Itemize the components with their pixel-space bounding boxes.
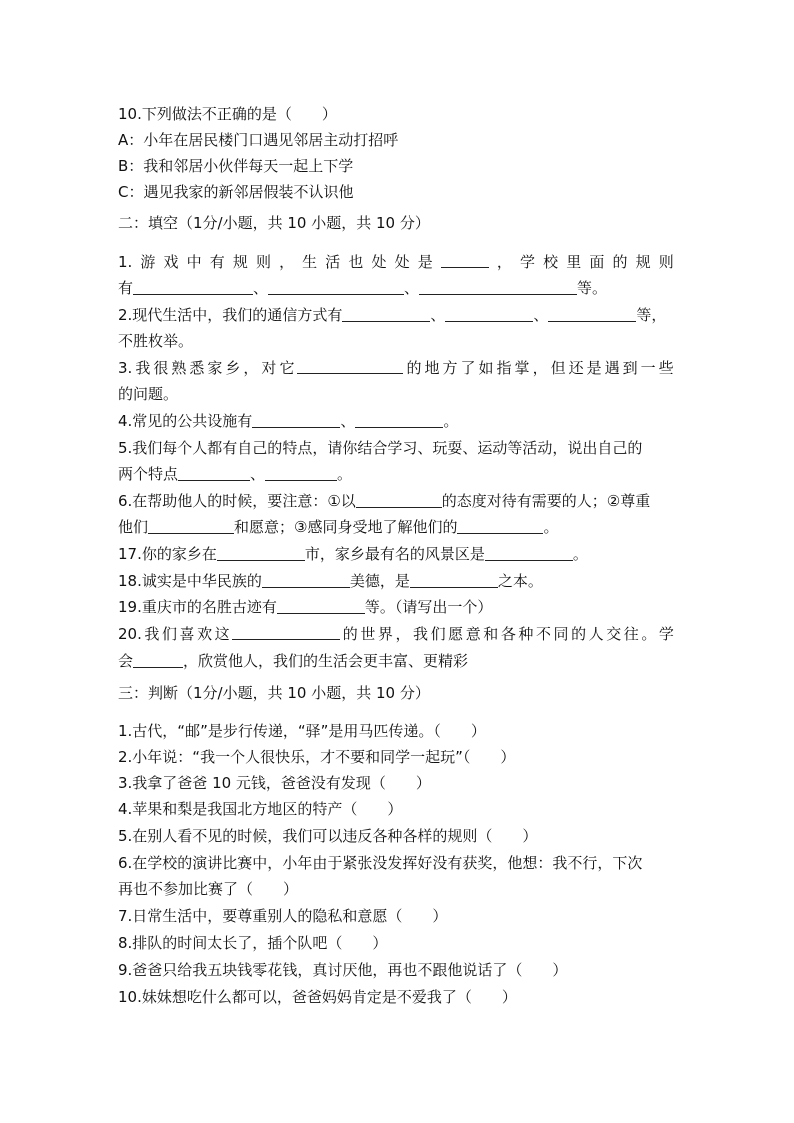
q3-text: 一 [640, 359, 656, 377]
q4-text: 。 [443, 412, 459, 430]
q1-text: ， [279, 253, 295, 271]
q1-text: 里 [566, 253, 582, 271]
q20-text: 界 [377, 625, 393, 643]
fill-question-5-line2 [118, 464, 352, 484]
q3-text: 方 [442, 359, 458, 377]
q6-text: 他们 [118, 518, 149, 536]
q20-text: 往 [623, 625, 639, 643]
answer-blank[interactable] [252, 412, 340, 428]
q20-text: 会 [118, 652, 134, 670]
q20-text: 的 [571, 625, 587, 643]
q3-text: ， [243, 359, 259, 377]
fill-question-20-line1 [118, 624, 674, 644]
mc-question-10: 10.下列做法不正确的是（ ） [118, 105, 337, 123]
answer-blank[interactable] [457, 518, 543, 534]
q1-text: 游 [140, 253, 156, 271]
q6-text: 6.在帮助他人的时候，要注意：①以 [118, 492, 356, 510]
q1-text: 、 [404, 279, 420, 297]
q1-text: 活 [325, 253, 341, 271]
q20-text: 愿 [448, 625, 464, 643]
answer-blank[interactable] [356, 492, 442, 508]
fill-question-2-line1 [118, 305, 666, 325]
answer-blank[interactable] [133, 279, 253, 295]
q1-text: 等。 [577, 279, 608, 297]
fill-question-17 [118, 544, 588, 564]
answer-blank[interactable] [410, 572, 498, 588]
answer-blank[interactable] [232, 624, 340, 640]
q3-text: 乡 [225, 359, 241, 377]
q1-text: 则 [658, 253, 674, 271]
q20-text: 欢 [197, 625, 213, 643]
answer-blank[interactable] [445, 306, 533, 322]
fill-question-3-line2: 的问题。 [118, 385, 179, 403]
q4-text: 、 [340, 412, 356, 430]
q3-text: 很 [153, 359, 169, 377]
q1-text: 有 [118, 279, 134, 297]
fill-question-6-line2 [118, 517, 558, 537]
judge-item: 4.苹果和梨是我国北方地区的特产（ ） [118, 800, 403, 818]
fill-question-1-line1 [118, 252, 674, 272]
judge-item: 6.在学校的演讲比赛中，小年由于紧张没发挥好没有获奖，他想：我不行，下次 [118, 854, 643, 872]
q1-text: 校 [543, 253, 559, 271]
q1-text: 有 [209, 253, 225, 271]
fill-question-2-line2: 不胜枚举。 [118, 332, 194, 350]
q18-text: 之本。 [497, 572, 543, 590]
q3-text: 我 [135, 359, 151, 377]
answer-blank[interactable] [262, 572, 350, 588]
answer-blank[interactable] [355, 412, 443, 428]
q1-text: ， [496, 253, 512, 271]
q3-text: 如 [478, 359, 494, 377]
q6-text: 和愿意；③感同身受地了解他们的 [234, 518, 458, 536]
judge-item: 8.排队的时间太长了，插个队吧（ ） [118, 934, 388, 952]
q20-text: 同 [553, 625, 569, 643]
q1-text: 学 [520, 253, 536, 271]
q3-text: 熟 [171, 359, 187, 377]
q1-text: 面 [589, 253, 605, 271]
q19-text: 等。（请写出一个） [364, 598, 493, 616]
q20-text: 20. [118, 625, 142, 643]
q4-text: 4.常见的公共设施有 [118, 412, 253, 430]
q20-text: 各 [500, 625, 516, 643]
q17-text: 市，家乡最有名的风景区是 [304, 545, 485, 563]
mc-option-a: A：小年在居民楼门口遇见邻居主动打招呼 [118, 131, 399, 149]
fill-question-20-line2 [118, 651, 468, 671]
q20-text: 这 [214, 625, 230, 643]
judge-item: 9.爸爸只给我五块钱零花钱，真讨厌他，再也不跟他说话了（ ） [118, 961, 568, 979]
q3-text: 些 [658, 359, 674, 377]
q20-text: 我 [144, 625, 160, 643]
fill-question-4 [118, 411, 458, 431]
q20-text: 交 [606, 625, 622, 643]
answer-blank[interactable] [178, 465, 250, 481]
mc-option-c: C：遇见我家的新邻居假装不认识他 [118, 183, 354, 201]
q20-text: 学 [658, 625, 674, 643]
q20-text: 人 [588, 625, 604, 643]
q3-text: 但 [550, 359, 566, 377]
answer-blank[interactable] [133, 652, 183, 668]
q3-text: ， [532, 359, 548, 377]
q3-text: 3. [118, 359, 133, 377]
q2-text: 、 [430, 306, 446, 324]
q3-text: 的 [406, 359, 422, 377]
answer-blank[interactable] [217, 545, 305, 561]
q3-text: 家 [207, 359, 223, 377]
fill-question-1-line2 [118, 278, 607, 298]
q3-text: 到 [622, 359, 638, 377]
q3-text: 是 [586, 359, 602, 377]
q20-text: 和 [483, 625, 499, 643]
q1-text: 的 [612, 253, 628, 271]
fill-question-5-line1: 5.我们每个人都有自己的特点，请你结合学习、玩耍、运动等活动，说出自己的 [118, 439, 643, 457]
q6-text: 的态度对待有需要的人；②尊重 [441, 492, 651, 510]
q1-text: 、 [253, 279, 269, 297]
answer-blank[interactable] [485, 545, 573, 561]
q5-text: 两个特点 [118, 465, 179, 483]
q20-text: 们 [430, 625, 446, 643]
q18-text: 18.诚实是中华民族的 [118, 572, 262, 590]
answer-blank[interactable] [441, 252, 489, 268]
q1-text: 生 [302, 253, 318, 271]
mc-option-b: B：我和邻居小伙伴每天一起上下学 [118, 157, 354, 175]
judge-item: 2.小年说：“我一个人很快乐，才不要和同学一起玩”（ ） [118, 748, 516, 766]
answer-blank[interactable] [265, 465, 337, 481]
fill-question-6-line1 [118, 491, 650, 511]
q1-text: 规 [232, 253, 248, 271]
q6-text: 。 [543, 518, 559, 536]
answer-blank[interactable] [297, 358, 403, 374]
judge-item: 5.在别人看不见的时候，我们可以违反各种各样的规则（ ） [118, 827, 538, 845]
q20-text: 喜 [179, 625, 195, 643]
judge-item: 7.日常生活中，要尊重别人的隐私和意愿（ ） [118, 907, 448, 925]
section-heading-fill-in: 二：填空（1分/小题，共 10 小题，共 10 分） [118, 214, 430, 232]
answer-blank[interactable] [268, 279, 404, 295]
answer-blank[interactable] [342, 306, 430, 322]
q20-text: 种 [518, 625, 534, 643]
answer-blank[interactable] [419, 279, 577, 295]
judge-item: 3.我拿了爸爸 10 元钱，爸爸没有发现（ ） [118, 774, 431, 792]
q20-text: 们 [161, 625, 177, 643]
answer-blank[interactable] [548, 306, 636, 322]
q18-text: 美德，是 [349, 572, 410, 590]
q1-text: 规 [635, 253, 651, 271]
q3-text: 掌 [514, 359, 530, 377]
q1-text: 处 [371, 253, 387, 271]
q5-text: 、 [250, 465, 266, 483]
fill-question-3-line1 [118, 358, 674, 378]
q1-text: 则 [255, 253, 271, 271]
q1-text: 处 [394, 253, 410, 271]
q3-text: 它 [279, 359, 295, 377]
q1-text: 也 [348, 253, 364, 271]
q19-text: 19.重庆市的名胜古迹有 [118, 598, 277, 616]
q1-text: 是 [417, 253, 433, 271]
q20-text: ， [395, 625, 411, 643]
q20-text: ，欣赏他人，我们的生活会更丰富、更精彩 [183, 652, 469, 670]
answer-blank[interactable] [277, 598, 365, 614]
judge-item-continuation: 再也不参加比赛了（ ） [118, 880, 299, 898]
q2-text: 等， [636, 306, 667, 324]
answer-blank[interactable] [148, 518, 234, 534]
q1-text: 戏 [163, 253, 179, 271]
q1-text: 中 [186, 253, 202, 271]
q2-text: 、 [533, 306, 549, 324]
q3-text: 地 [424, 359, 440, 377]
q1-text: 1. [118, 253, 133, 271]
fill-question-19 [118, 597, 492, 617]
q20-text: 意 [465, 625, 481, 643]
judge-item: 10.妹妹想吃什么都可以，爸爸妈妈肯定是不爱我了（ ） [118, 988, 517, 1006]
q3-text: 指 [496, 359, 512, 377]
q3-text: 还 [568, 359, 584, 377]
q20-text: 世 [360, 625, 376, 643]
q17-text: 17.你的家乡在 [118, 545, 217, 563]
fill-question-18 [118, 571, 543, 591]
section-heading-true-false: 三：判断（1分/小题，共 10 小题，共 10 分） [118, 684, 430, 702]
q20-text: 。 [641, 625, 657, 643]
q5-text: 。 [337, 465, 353, 483]
q17-text: 。 [572, 545, 588, 563]
q3-text: 对 [261, 359, 277, 377]
q20-text: 我 [413, 625, 429, 643]
q2-text: 2.现代生活中，我们的通信方式有 [118, 306, 343, 324]
judge-item: 1.古代，“邮”是步行传递，“驿”是用马匹传递。（ ） [118, 722, 486, 740]
q3-text: 了 [460, 359, 476, 377]
q3-text: 遇 [604, 359, 620, 377]
q20-text: 的 [342, 625, 358, 643]
q3-text: 悉 [189, 359, 205, 377]
q20-text: 不 [535, 625, 551, 643]
